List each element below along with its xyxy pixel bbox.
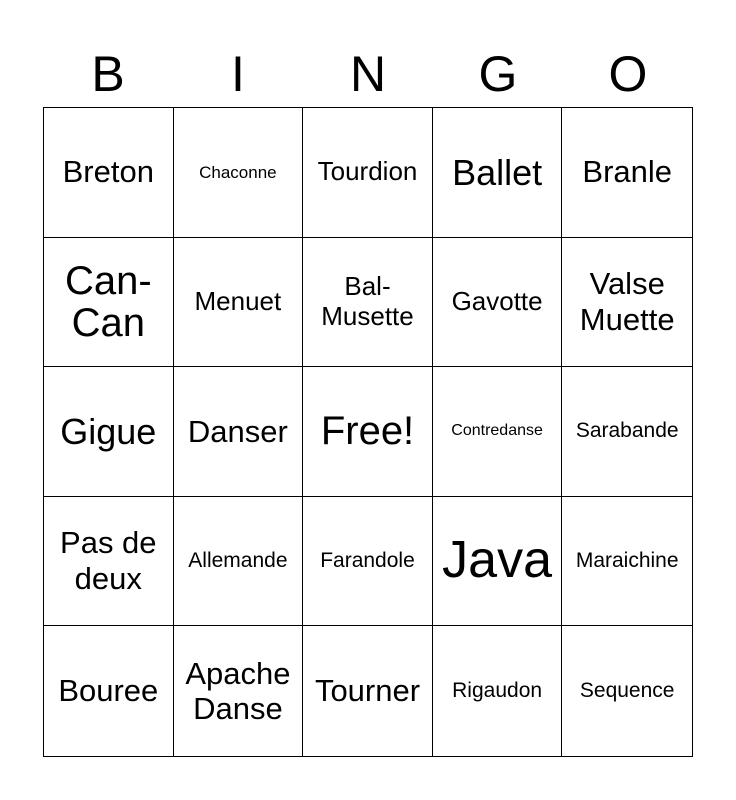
bingo-cell[interactable]: Tourner (303, 626, 433, 756)
header-letter-n: N (349, 46, 387, 102)
header-letter-g: G (478, 46, 518, 102)
bingo-cell[interactable]: Can-Can (44, 238, 174, 368)
bingo-cell[interactable]: Bouree (44, 626, 174, 756)
bingo-cell[interactable]: Gigue (44, 367, 174, 497)
free-space-cell[interactable]: Free! (303, 367, 433, 497)
bingo-cell[interactable]: Branle (562, 108, 692, 238)
bingo-cell[interactable]: Rigaudon (433, 626, 563, 756)
bingo-cell[interactable]: Maraichine (562, 497, 692, 627)
bingo-cell[interactable]: Pas de deux (44, 497, 174, 627)
bingo-cell[interactable]: Tourdion (303, 108, 433, 238)
bingo-cell[interactable]: Chaconne (174, 108, 304, 238)
bingo-cell[interactable]: Contredanse (433, 367, 563, 497)
bingo-cell[interactable]: Valse Muette (562, 238, 692, 368)
bingo-cell[interactable]: Ballet (433, 108, 563, 238)
bingo-cell[interactable]: Java (433, 497, 563, 627)
bingo-cell[interactable]: Sarabande (562, 367, 692, 497)
header-letter-o: O (608, 46, 648, 102)
bingo-header (43, 42, 693, 106)
bingo-cell[interactable]: Menuet (174, 238, 304, 368)
bingo-cell[interactable]: Farandole (303, 497, 433, 627)
bingo-cell[interactable]: Allemande (174, 497, 304, 627)
bingo-cell[interactable]: Breton (44, 108, 174, 238)
bingo-cell[interactable]: Gavotte (433, 238, 563, 368)
header-letter-i: I (231, 46, 245, 102)
header-letter-b: B (91, 46, 125, 102)
bingo-board (43, 107, 693, 757)
bingo-cell[interactable]: Danser (174, 367, 304, 497)
bingo-cell[interactable]: Sequence (579, 679, 675, 703)
bingo-cell[interactable]: Bal-Musette (303, 238, 433, 368)
bingo-cell[interactable]: Apache Danse (174, 626, 304, 756)
